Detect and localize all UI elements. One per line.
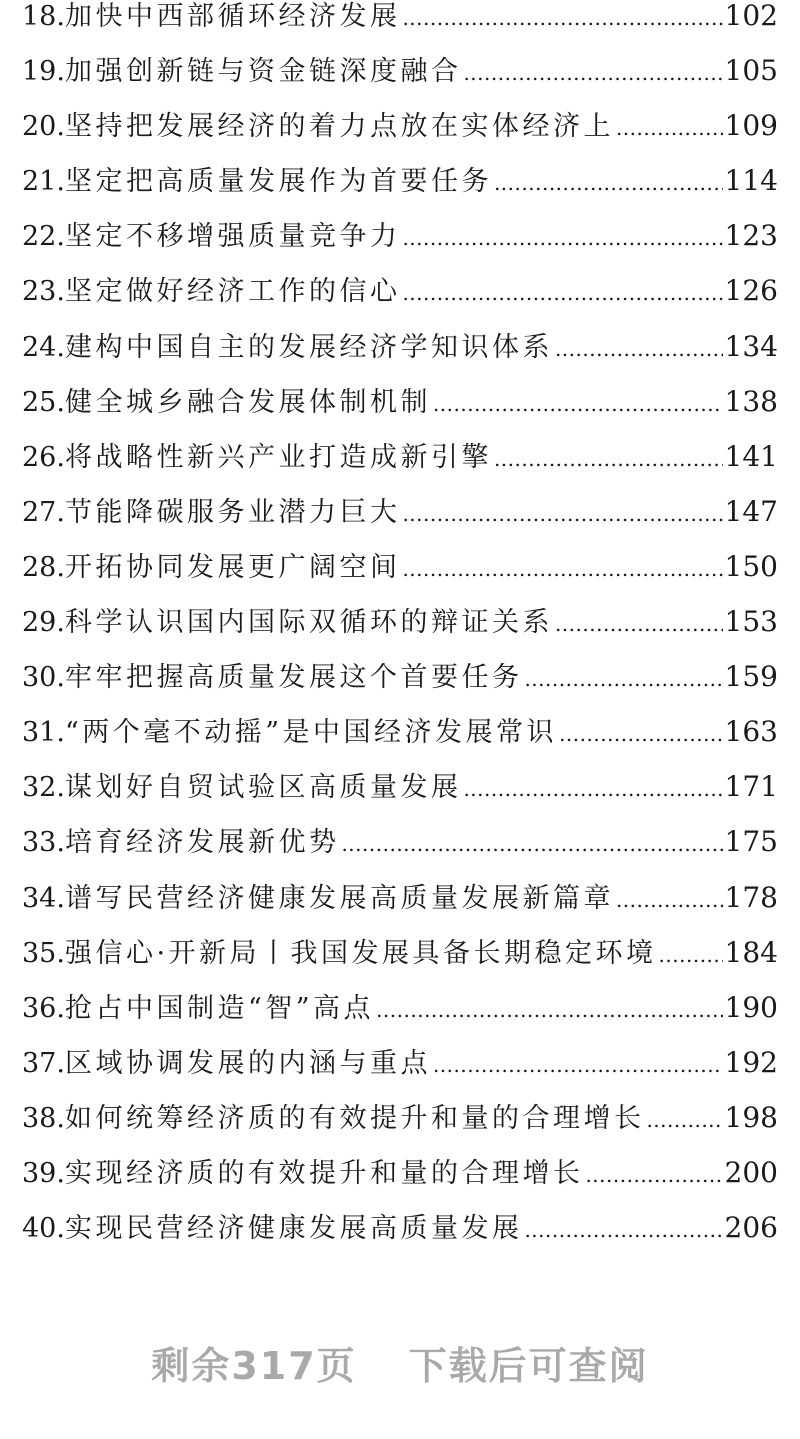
toc-leader-dots	[616, 873, 723, 928]
toc-entry[interactable]	[22, 704, 778, 759]
toc-entry-page: 141	[724, 439, 778, 473]
toc-entry-page: 153	[724, 605, 778, 639]
toc-entry-page: 198	[724, 1100, 778, 1134]
toc-entry-number: 31.	[22, 717, 65, 749]
toc-entry[interactable]	[22, 1035, 778, 1090]
toc-entry-title: 牢牢把握高质量发展这个首要任务	[64, 662, 523, 694]
toc-entry-page: 184	[724, 935, 778, 969]
toc-entry[interactable]	[22, 1090, 778, 1145]
toc-entry-number: 20.	[22, 111, 65, 143]
toc-entry-title: 实现经济质的有效提升和量的合理增长	[64, 1157, 584, 1189]
toc-leader-dots	[585, 1148, 722, 1203]
toc-entry-title: 谱写民营经济健康发展高质量发展新篇章	[64, 882, 614, 914]
toc-entry-title: 区域协调发展的内涵与重点	[64, 1047, 431, 1079]
toc-entry-page: 150	[724, 549, 778, 583]
toc-entry-title: 健全城乡融合发展体制机制	[64, 386, 431, 418]
toc-entry-page: 200	[724, 1155, 778, 1189]
toc-entry-title: 谋划好自贸试验区高质量发展	[64, 772, 462, 804]
toc-entry-title: 节能降碳服务业潜力巨大	[64, 496, 401, 528]
toc-entry-title: 如何统筹经济质的有效提升和量的合理增长	[64, 1102, 645, 1134]
toc-leader-dots	[555, 322, 723, 377]
toc-entry[interactable]	[22, 980, 778, 1035]
toc-leader-dots	[494, 432, 723, 487]
toc-entry[interactable]	[22, 319, 778, 374]
toc-entry-title: 科学认识国内国际双循环的辩证关系	[64, 607, 553, 639]
toc-entry-number: 24.	[22, 331, 65, 363]
toc-entry-title: 开拓协同发展更广阔空间	[64, 551, 401, 583]
toc-leader-dots	[524, 652, 722, 707]
remaining-pages-text: 剩余317页	[151, 1344, 357, 1388]
toc-entry-page: 175	[724, 825, 778, 859]
toc-entry-title: 坚定不移增强质量竞争力	[64, 221, 401, 253]
toc-entry-number: 37.	[22, 1047, 65, 1079]
toc-entry-title: 培育经济发展新优势	[64, 827, 340, 859]
toc-entry[interactable]	[22, 43, 778, 98]
toc-entry-page: 105	[724, 54, 778, 88]
toc-entry[interactable]	[22, 925, 778, 980]
toc-leader-dots	[433, 377, 723, 432]
toc-entry-page: 123	[724, 219, 778, 253]
download-to-view-text: 下载后可查阅	[408, 1344, 649, 1388]
toc-entry-title: 强信心·开新局丨我国发展具备长期稳定环境	[64, 937, 657, 969]
toc-entry-number: 39.	[22, 1157, 65, 1189]
toc-entry-number: 35.	[22, 937, 65, 969]
toc-entry[interactable]	[22, 870, 778, 925]
toc-entry-page: 206	[724, 1211, 778, 1245]
toc-entry-page: 192	[724, 1045, 778, 1079]
toc-entry-title: 坚定做好经济工作的信心	[64, 276, 401, 308]
toc-entry-number: 27.	[22, 496, 65, 528]
toc-leader-dots	[463, 46, 722, 101]
toc-leader-dots	[402, 542, 722, 597]
toc-entry[interactable]	[22, 594, 778, 649]
toc-entry-title: “两个毫不动摇”是中国经济发展常识	[64, 717, 558, 749]
toc-entry-number: 40.	[22, 1213, 65, 1245]
toc-leader-dots	[463, 762, 722, 817]
toc-entry-page: 114	[724, 164, 778, 198]
toc-entry-page: 147	[724, 494, 778, 528]
toc-entry[interactable]	[22, 539, 778, 594]
toc-entry-number: 26.	[22, 441, 65, 473]
toc-entry-page: 163	[724, 715, 778, 749]
toc-leader-dots	[659, 928, 723, 983]
toc-leader-dots	[524, 1203, 722, 1258]
toc-leader-dots	[402, 487, 722, 542]
toc-entry[interactable]	[22, 429, 778, 484]
toc-entry-number: 34.	[22, 882, 65, 914]
toc-entry-number: 23.	[22, 276, 65, 308]
toc-entry-title: 抢占中国制造“智”高点	[64, 992, 375, 1024]
toc-entry-number: 29.	[22, 607, 65, 639]
toc-leader-dots	[376, 983, 722, 1038]
toc-leader-dots	[402, 0, 722, 46]
remaining-pages-notice	[0, 1335, 800, 1390]
toc-entry-title: 坚定把高质量发展作为首要任务	[64, 166, 492, 198]
toc-entry-number: 38.	[22, 1102, 65, 1134]
toc-entry[interactable]	[22, 484, 778, 539]
toc-entry-number: 19.	[22, 56, 65, 88]
toc-entry-number: 21.	[22, 166, 65, 198]
toc-entry-page: 109	[724, 109, 778, 143]
toc-entry[interactable]	[22, 0, 778, 43]
toc-entry[interactable]	[22, 208, 778, 263]
toc-leader-dots	[555, 597, 723, 652]
toc-leader-dots	[402, 266, 722, 321]
toc-leader-dots	[433, 1038, 723, 1093]
toc-entry-number: 32.	[22, 772, 65, 804]
toc-entry[interactable]	[22, 98, 778, 153]
toc-leader-dots	[341, 817, 722, 872]
toc-leader-dots	[559, 707, 722, 762]
toc-entry-title: 坚持把发展经济的着力点放在实体经济上	[64, 111, 614, 143]
toc-entry-number: 30.	[22, 662, 65, 694]
toc-entry-number: 18.	[22, 1, 65, 32]
toc-entry-title: 加强创新链与资金链深度融合	[64, 56, 462, 88]
toc-entry-title: 加快中西部循环经济发展	[64, 1, 401, 32]
toc-leader-dots	[402, 211, 722, 266]
toc-entry[interactable]	[22, 759, 778, 814]
toc-entry[interactable]	[22, 1145, 778, 1200]
toc-entry-number: 22.	[22, 221, 65, 253]
toc-entry[interactable]	[22, 814, 778, 869]
toc-entry-page: 126	[724, 274, 778, 308]
toc-entry[interactable]	[22, 649, 778, 704]
toc-entry-number: 28.	[22, 551, 65, 583]
toc-entry[interactable]	[22, 1200, 778, 1255]
toc-entry-page: 134	[724, 329, 778, 363]
toc-leader-dots	[616, 101, 723, 156]
toc-entry-number: 25.	[22, 386, 65, 418]
toc-entry-page: 171	[724, 770, 778, 804]
toc-leader-dots	[494, 156, 723, 211]
toc-entry-title: 实现民营经济健康发展高质量发展	[64, 1213, 523, 1245]
toc-entry-number: 36.	[22, 992, 65, 1024]
toc-entry[interactable]	[22, 153, 778, 208]
toc-entry-page: 102	[724, 0, 778, 32]
toc-entry-title: 将战略性新兴产业打造成新引擎	[64, 441, 492, 473]
table-of-contents	[22, 0, 778, 1255]
toc-entry-page: 178	[724, 880, 778, 914]
toc-entry-page: 190	[724, 990, 778, 1024]
toc-entry-page: 159	[724, 660, 778, 694]
toc-entry[interactable]	[22, 374, 778, 429]
toc-leader-dots	[646, 1093, 722, 1148]
toc-entry-number: 33.	[22, 827, 65, 859]
toc-entry[interactable]	[22, 263, 778, 318]
toc-entry-title: 建构中国自主的发展经济学知识体系	[64, 331, 553, 363]
toc-entry-page: 138	[724, 384, 778, 418]
